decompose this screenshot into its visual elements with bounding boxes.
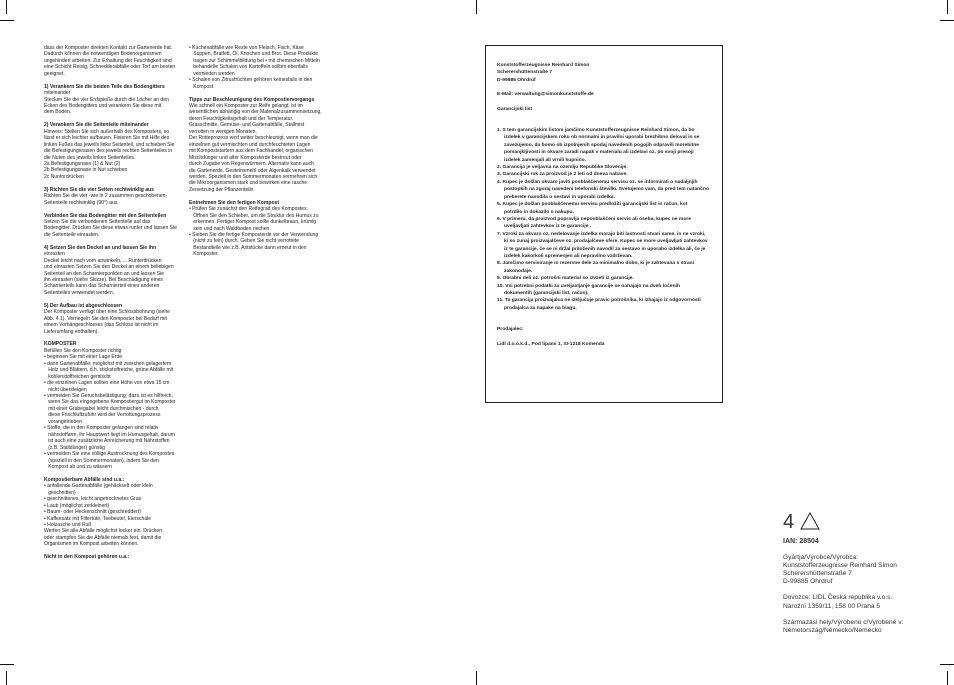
text-line: behandelte Schalen von Kartoffeln sollten ebenfalls <box>189 64 308 71</box>
text-line: kohlenstoffreichen gemischt <box>44 373 111 380</box>
text-line: vermieden werden <box>189 70 235 77</box>
text-line: 3) Richten Sie die vier Seiten rechtwinklig aus <box>44 186 154 193</box>
text-block <box>44 554 184 560</box>
text-line: einzelnen gut vermischten und durchfeuchteten Lagen <box>189 141 311 148</box>
warranty-term <box>497 283 713 298</box>
text-line: Setzen Sie die verbundenen Seitenteile auf das <box>44 218 151 225</box>
text-line: ihn einrasten (siehe Skizze). Bei Beschädigung eines <box>44 277 163 283</box>
company-address: Kunststofferzeugnisse Reinhard Simon Scherershüttenstraße 7 D-99885 Ohrdruf <box>497 63 590 83</box>
text-line: Der Rotteprozess wird weiter beschleunigt, wenn man die <box>189 135 318 142</box>
text-line: Seitenteile rechtwinklig (90°) aus. <box>44 199 119 206</box>
text-line: Holz und Blättern, d.h. stickstoffreiche, grüne Abfälle mit <box>44 367 174 374</box>
text-line: und einrasten Setzen Sie den Deckel an einem beliebigen <box>44 264 174 271</box>
warranty-term-line: 7. Vzroki za okvaro oz. nedelovanje izdelka morajo biti lastnosti stvari same, in ne vzroki, <box>497 231 706 237</box>
text-line: dass der Komposter direkten Kontakt zur Gartenerde hat. <box>44 45 173 51</box>
text-line: Richten Sie die vier -wie in 2 zusammen geschobenen- <box>44 193 168 200</box>
text-line: einem Vorhängeschlosses (das Schloss ist nicht im <box>44 322 159 329</box>
warranty-term-line: 6. V primeru, da proizvod popravlja nepooblaščeni servis ali oseba, kupec ne more <box>497 216 691 222</box>
text-line: • Laub (möglichst zerkleinert) <box>44 502 110 509</box>
seller-address: Lidl d.o.o.k.d., Pod lipami 1, SI-1218 Komenda <box>497 341 605 347</box>
text-line: Kompostierbare Abfälle sind u.a.: <box>44 476 125 483</box>
supplier-block: Dovozce: LIDL Česká republika v.o.s. Nárožní 1359/11, 158 00 Praha 5 <box>783 594 893 610</box>
warranty-term-line: zavezujemo, da bomo ob izpolnjenih spodaj navedenih pogojih odpravili morebitne <box>504 142 700 148</box>
text-line: Deckel leicht nach vorn anwinkeln, ... Runterdrücken <box>44 257 162 264</box>
text-line: mit Kompoststartern aus dem Fachhandel, organischen <box>189 148 313 155</box>
text-line: die Nuten des jeweils linken Seitenteiles. <box>44 154 136 161</box>
text-line: eine Schicht Reisig, Schnedderabfälle oder Torf am besten <box>44 64 176 71</box>
text-line: Dadurch können die notwendigen Bodenorganismen <box>44 51 162 58</box>
seller-label: Prodajalec: <box>497 327 524 333</box>
text-line: (nicht zu fein) durch. Geben Sie nicht verrottete <box>189 238 299 245</box>
text-line: • Sieben Sie die fertige Komposterde vor der Verwendung <box>189 232 319 239</box>
text-line: • vermeiden Sie Geruchsbelästigung; dazu ist es hilfreich, <box>44 393 173 400</box>
text-line: nicht übersteigen <box>44 386 87 393</box>
text-line: Werfen Sie alle Abfälle möglichst locker ein. Drücken <box>44 528 163 535</box>
text-line: die Befestigungsnasen des jeweils rechten Seitenteiles in <box>44 148 173 155</box>
text-line: 4) Setzen Sie den Deckel an und lassen Sie ihn <box>44 244 157 251</box>
warranty-card <box>497 62 713 348</box>
text-line: Grasschnitte, Gemüse- und Gartenabfälle, Stallmist <box>189 122 305 129</box>
text-line: die Mikroorganismen stark und bewirken eine rasche <box>189 180 308 187</box>
text-line: Komposter. <box>189 251 219 258</box>
text-line: Öffnen Sie den Schieber, um die Struktur des Humus zu <box>189 212 319 219</box>
text-line: • geschnittenes, leicht angetrocknetes Gras <box>44 496 142 503</box>
warranty-term-line: izdelek kakorkoli spremenjen ali nepravilno vzdrževan. <box>504 253 633 259</box>
warranty-term <box>497 201 713 216</box>
warranty-term <box>497 231 713 261</box>
warranty-term-line: 9. Obrabni deli oz. potrošni material so izvzeti iz garancije. <box>497 276 634 282</box>
text-line: die Gartenerde, Gesteinsmehl oder Algenkalk verwendet <box>189 167 316 174</box>
text-line: • Baum- oder Heckenschnitt (geschreddert) <box>44 509 141 516</box>
warranty-term-line: potrdilo in dokazilo o nakupu. <box>504 209 574 215</box>
warranty-term <box>497 179 713 201</box>
warranty-term-line: 2. Garancija je veljavna na ozemlju Republike Slovenije. <box>497 165 628 171</box>
text-line: • Küchenabfälle wie Reste von Fleisch, Fisch, Käse <box>189 45 304 51</box>
text-line: • anfallende Gartenabfälle (gehäckselt oder klein <box>44 483 153 490</box>
text-line: geeignet. <box>44 70 65 77</box>
warranty-term-line: preberete navodila o sestavi in uporabi izdelka. <box>504 194 615 200</box>
text-line: Bestandteile wie z.B. Aststücke dann erneut in den <box>189 244 307 251</box>
text-line: deren Feuchtigkeitsgehalt und der Temperatur. <box>189 115 294 122</box>
text-line: ist auch eine zusätzliche Anreicherung mit Nährstoffen <box>44 438 170 445</box>
text-line: verrotten in wenigen Monaten. <box>189 128 257 135</box>
instructions-column-middle <box>189 45 331 264</box>
warranty-term-line: postopkih na zgoraj navedeni telefonski številki. Svetujemo vam, da pred tem natančno <box>504 187 709 193</box>
text-line: • vermeiden Sie eine völlige Austrocknung des Kompostes <box>44 451 175 458</box>
warranty-term-line: 1. S tem garancijskim listom jamčimo Kunststofferzeugnisse Reinhard Simon, da bo <box>497 128 695 134</box>
instructions-column-left <box>44 45 184 567</box>
warranty-term-line: ki so zunaj proizvajalčeve oz. prodajalčeve sfere. Kupec ne more uveljavljati zahtevkov <box>504 239 708 245</box>
text-line: oder stampfen Sie die Abfälle niemals fest, damit die <box>44 534 162 541</box>
text-line: Der Komposter verfügt über eine Schlossbohrung (siehe <box>44 309 170 316</box>
warranty-term-line: pomanjkljivosti in okvare zaradi napak v materialu ali izdelavi oz. po svoji presoji <box>504 150 694 156</box>
text-block <box>44 45 184 77</box>
text-block <box>44 477 184 548</box>
text-line: Organismen im Kompost arbeiten können. <box>44 541 139 548</box>
warranty-heading: Garancijski list <box>497 106 533 112</box>
warranty-term-line: 8. Jamčimo servisiranje in rezervne dele za minimalno dobo, ki je zahtevana s strani <box>497 261 695 267</box>
warranty-term-line: dokumentih (garancijski list, račun). <box>504 290 589 296</box>
text-line: Wie schnell ein Komposter zur Reife gelangt, ist im <box>189 103 303 110</box>
text-line: nährstoffarm, ihr Hauptwert liegt im Humusgehalt, darum <box>44 431 175 438</box>
text-line: 1) Verankern Sie die beiden Teile des Bodengitters <box>44 83 165 90</box>
text-line: 2c Nuntordrücken <box>44 173 84 180</box>
warranty-term-line: prodajalca za napake na blagu. <box>504 305 577 311</box>
text-line: wenn Sie das eingegebene Kompostiergut im Komposter <box>44 399 176 406</box>
text-line: vorangetrieben <box>44 418 82 425</box>
text-line: Ecken des Bodengitters und verankern Sie diese mit <box>44 103 162 110</box>
text-line: miteinander <box>44 90 71 97</box>
warranty-term-line: 4. Kupec je dolžan okvaro javiti pooblaščenemu servisu oz. se informirati o nadaljnjih <box>497 179 698 185</box>
text-line: Mischdünger und alter Komposterde bestreut oder <box>189 154 302 161</box>
text-line: • die einzelnen Lagen sollten eine Höhe von etwa 15 cm <box>44 380 170 387</box>
crop-mark <box>0 664 14 665</box>
text-line: Verbinden Sie das Bodengitter mit den Seitenteilen <box>44 212 167 219</box>
text-line: 2) Verankern Sie die Seitenteile miteinander <box>44 122 149 129</box>
crop-mark <box>947 0 948 14</box>
text-line: 2a Befestigungsnase (1) & Nut (2) <box>44 161 121 168</box>
text-line: mit einer Grabegabel leicht durchmischen - durch <box>44 405 159 412</box>
text-line: • Holzasche und Ruß <box>44 522 92 529</box>
crop-mark <box>940 20 954 21</box>
crop-mark <box>6 671 7 685</box>
text-line: • Stoffe, die in den Komposter gelangen sind relativ <box>44 425 159 432</box>
crop-mark <box>940 664 954 665</box>
warranty-term <box>497 216 713 231</box>
text-line: 5) Der Aufbau ist abgeschlossen <box>44 302 123 309</box>
warranty-term <box>497 260 713 275</box>
text-line: sein und nach Waldboden riechen. <box>189 225 271 232</box>
text-line: 2b Befestigungsnase in Nut schieben <box>44 167 128 174</box>
warranty-term-line: izdelek zamenjali ali vrnili kupnino. <box>504 157 587 163</box>
text-block <box>44 245 184 297</box>
text-block <box>44 341 184 470</box>
company-email: E-Mail: verwaltung@simonkunststoffe.de <box>497 92 594 98</box>
warranty-term <box>497 297 713 312</box>
text-line: linken Fußes das jeweils linke Seitenteil, und schieben Sie <box>44 141 175 148</box>
warning-triangle-icon <box>800 512 820 530</box>
text-line: (speziell in den Sommermonaten), indem Sie den <box>44 457 159 464</box>
text-line: ungehindert arbeiten. Zur Erhaltung der Feuchtigkeit sind <box>44 57 172 64</box>
text-block <box>44 303 184 335</box>
text-line: geschnitten) <box>44 489 76 496</box>
warranty-term-line: iz te garancije, če se ni držal priloženih navodil za sestavo in uporabo izdelka ali, če je <box>504 246 706 252</box>
text-line: • dann Gartenabfälle; möglichst mit zwischen gelagertem <box>44 360 172 367</box>
text-line: einrasten <box>44 251 65 258</box>
text-line: Seitenteiles verwendet werden. <box>44 289 115 296</box>
warranty-term-line: 10. Vsi potrebni podatki za uveljavljanje garancije se nahajajo na dveh ločenih <box>497 283 681 289</box>
text-line: • Prüfen Sie zunächst den Reifegrad des Kompostes. <box>189 206 309 213</box>
text-line: Zersetzung der Pflanzenteile. <box>189 186 255 193</box>
text-line: diese Frischluftzufuhr wird der Verrottungsprozess <box>44 412 161 419</box>
page-number: 4 <box>783 511 795 533</box>
text-line: Nicht in den Kompost gehören u.a.: <box>44 554 130 561</box>
text-line: wesentlichen abhängig von der Materialzusammensetzung, <box>189 109 322 116</box>
text-line: Kompost ab und zu wässern <box>44 464 112 471</box>
warranty-term-line: 11. Ta garancija proizvajalca ne izključuje pravic potrošnika, ki izhajajo iz odgovornosti <box>497 298 701 304</box>
text-line: durch Zugabe von Regenwürmern. Alternativ kann auch <box>189 161 314 168</box>
warranty-term <box>497 164 713 171</box>
warranty-terms <box>497 127 713 312</box>
text-line: Hinweis: Stellen Sie sich außerhalb des Komposters, so <box>44 128 170 135</box>
warranty-term <box>497 171 713 178</box>
text-line: tragen zur Schimmelbildung bei • mit chemischen Mitteln <box>189 57 320 64</box>
text-line: erkennen. Fertiger Kompost sollte dunkelbraun, krümig <box>189 219 317 226</box>
text-block <box>189 97 331 194</box>
origin-block: Származási hely/Výrobeno c/Vyrobené v: Németország/Německo/Nemecko <box>783 618 904 634</box>
text-block <box>44 122 184 180</box>
warranty-term-line: uveljavljati zahtevkov iz te garancije . <box>504 224 592 230</box>
text-line: • beginnen Sie mit einer Lage Erde <box>44 354 123 361</box>
text-line: KOMPOSTER <box>44 341 77 348</box>
text-block <box>44 84 184 116</box>
crop-mark <box>476 671 477 685</box>
warranty-term-line: izdelek v garancijskem roku ob normalni in pravilni uporabi brezhibno deloval in se <box>504 135 700 141</box>
text-block <box>44 213 184 239</box>
text-line: Befüllen Sie den Komposter richtig <box>44 347 122 354</box>
text-line: Suppen, Bratfett, Öl, Knochen und Brot. Diese Produkte <box>189 51 319 58</box>
text-line: Tipps zur Beschleunigung des Kompostiervorgangs <box>189 96 315 103</box>
warranty-term-line: zakonodaje. <box>504 268 533 274</box>
text-line: Stecken Sie die vier Erdspieße durch die Löcher an den <box>44 96 169 103</box>
warranty-term <box>497 275 713 282</box>
text-line: Lieferumfang enthalten). <box>44 328 99 335</box>
text-line: Kompost <box>189 83 214 90</box>
crop-mark <box>476 0 477 14</box>
text-line: • Schalen von Zitrusfrüchten gehören keinesfalls in den <box>189 77 313 84</box>
text-block <box>189 45 331 90</box>
text-line: lässt er sich leichter aufbauen. Fixieren Sie mit Hilfe des <box>44 135 170 142</box>
text-line: Abb. 4.1). Verriegeln Sie den Komposter bei Bedarf mit <box>44 315 167 322</box>
text-line: (z.B. Stalldünger) günstig <box>44 444 105 451</box>
text-line: werden. Speziell in den Sommermonaten vermehren sich <box>189 174 318 180</box>
warranty-term-line: 3. Garancijski rok za proizvod je 2 leti od dneva nabave. <box>497 172 628 178</box>
warranty-term-line: 5. Kupec je dolžan pooblaščenemu servisu predložiti garancijski list in račun, kot <box>497 202 688 208</box>
manufacturer-block: Gyártja/Výrobce/Výrobca: Kunststofferzeugnisse Reinhard Simon Scherershüttenstraße 7 D-99885 Ohrdruf <box>783 554 897 586</box>
crop-mark <box>6 0 7 14</box>
ian-number: IAN: 28504 <box>783 538 819 545</box>
text-line: Seitenteil an den Scharnierpunkten an und lassen Sie <box>44 270 165 277</box>
crop-mark <box>947 671 948 685</box>
text-line: Entnehmen Sie den fertigen Kompost <box>189 199 280 206</box>
text-line: • Kaffeesatz mit Filtertüte, Teebeutel, Eierschale <box>44 515 152 522</box>
text-block <box>44 187 184 206</box>
text-block <box>189 200 331 258</box>
text-line: Bodengitter. Drücken Sie diese etwas runter und lassen Sie <box>44 225 177 232</box>
text-line: Scharnierteils kann das Scharnierteil eines anderen <box>44 283 160 290</box>
text-line: die Seitenteile einrasten. <box>44 231 100 238</box>
text-line: dem Boden. <box>44 109 72 116</box>
product-info <box>783 511 943 635</box>
crop-mark <box>0 20 14 21</box>
warranty-term <box>497 127 713 164</box>
